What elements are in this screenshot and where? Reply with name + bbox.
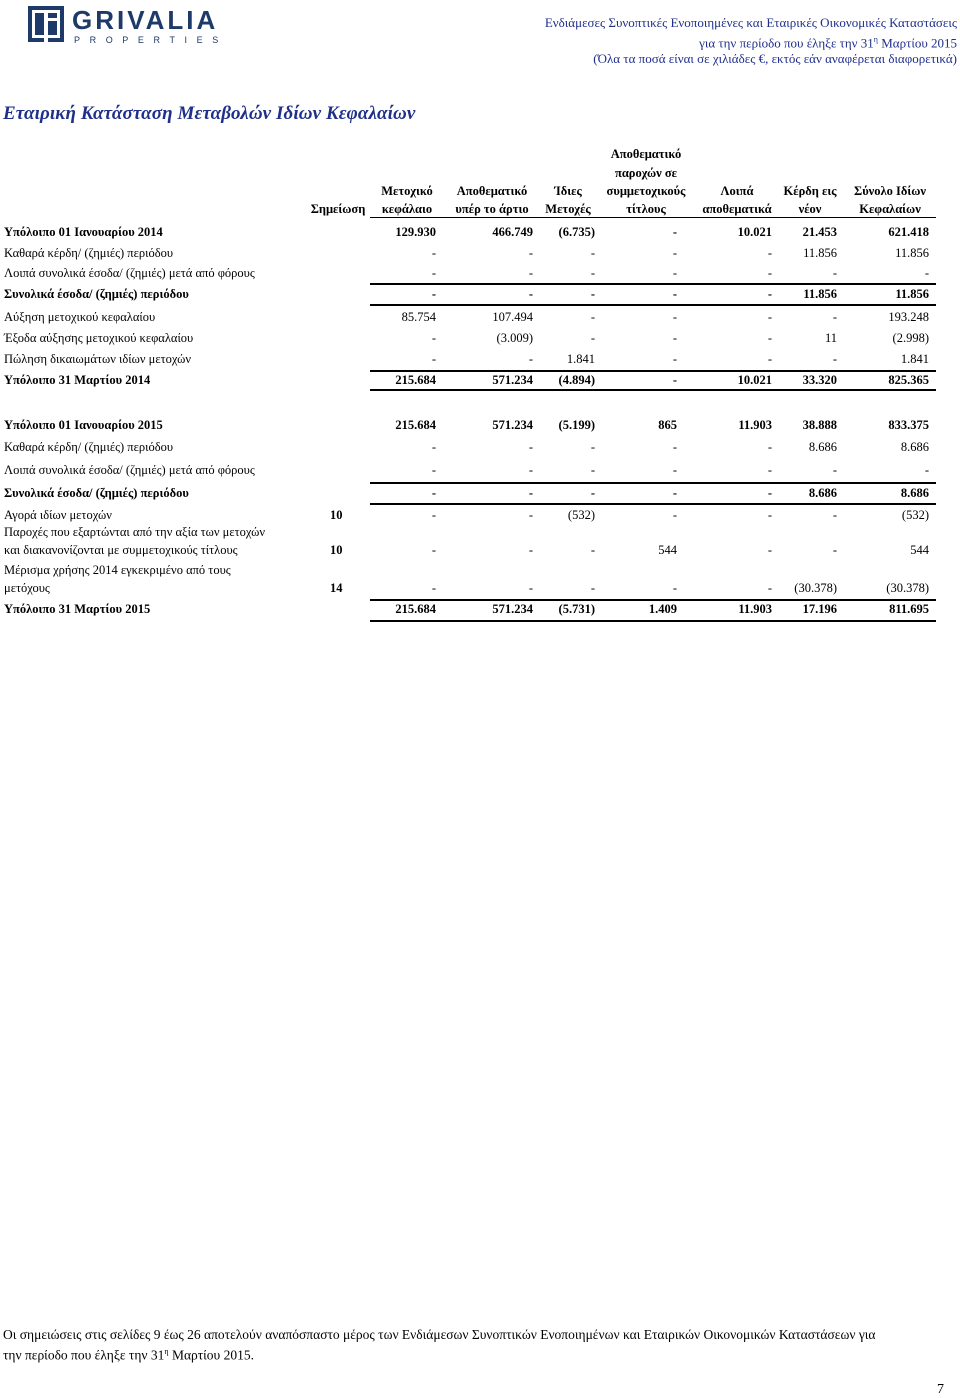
value-cell: - (767, 440, 772, 454)
value-cell: - (832, 463, 837, 477)
value-cell: - (590, 266, 595, 280)
value-cell: 215.684 (395, 418, 436, 432)
row-label: Υπόλοιπο 31 Μαρτίου 2015 (4, 602, 151, 616)
footer-note: Οι σημειώσεις στις σελίδες 9 έως 26 αποτελούν αναπόσπαστο μέρος των Ενδιάμεσων Συνοπτικών Ενοποιημένων και Εταιρικών Οικονομικών Καταστάσεων για την περίοδο που έληξε την $31^\eta$ Μαρτίου 2015. (3, 1327, 876, 1362)
value-cell: - (672, 463, 677, 477)
value-cell: - (832, 543, 837, 557)
value-cell: - (528, 581, 533, 595)
value-cell: - (528, 508, 533, 522)
value-cell: 571.234 (492, 373, 533, 387)
value-cell: 833.375 (888, 418, 929, 432)
value-cell: 33.320 (802, 373, 837, 387)
value-cell: - (590, 246, 595, 260)
column-header-line: Ίδιες (554, 184, 582, 198)
row-label: Καθαρά κέρδη/ (ζημιές) περιόδου (4, 246, 174, 260)
value-cell: (2.998) (892, 331, 929, 345)
value-cell: - (528, 486, 533, 500)
column-header-line: Μετοχικό (381, 184, 433, 198)
value-cell: 571.234 (492, 602, 533, 616)
value-cell: 129.930 (395, 225, 436, 239)
value-cell: 10.021 (737, 373, 772, 387)
value-cell: - (767, 310, 772, 324)
note-ref: 10 (330, 543, 343, 557)
column-header-line: παροχών σε (614, 166, 677, 180)
value-cell: 865 (658, 418, 677, 432)
row-label: Υπόλοιπο 31 Μαρτίου 2014 (4, 373, 151, 387)
value-cell: (30.378) (886, 581, 929, 595)
value-cell: - (528, 246, 533, 260)
value-cell: 825.365 (888, 373, 929, 387)
value-cell: 215.684 (395, 602, 436, 616)
value-cell: - (528, 352, 533, 366)
value-cell: - (767, 463, 772, 477)
row-rule (370, 599, 936, 601)
value-cell: - (431, 581, 436, 595)
header-line-3: (Όλα τα ποσά είναι σε χιλιάδες €, εκτός εάν αναφέρεται διαφορετικά) (593, 51, 957, 67)
value-cell: - (528, 266, 533, 280)
value-cell: - (528, 440, 533, 454)
value-cell: - (590, 331, 595, 345)
column-header-line: υπέρ το άρτιο (455, 202, 529, 216)
page-title: Εταιρική Κατάσταση Μεταβολών Ιδίων Κεφαλαίων (3, 103, 416, 124)
value-cell: 1.841 (900, 352, 929, 366)
value-cell: 17.196 (802, 602, 837, 616)
value-cell: - (924, 266, 929, 280)
value-cell: 466.749 (492, 225, 533, 239)
equity-changes-table (0, 0, 960, 640)
value-cell: - (767, 581, 772, 595)
footer-line-1: Οι σημειώσεις στις σελίδες 9 έως 26 αποτελούν αναπόσπαστο μέρος των Ενδιάμεσων Συνοπτικών Ενοποιημένων και Εταιρικών Οικονομικών Καταστάσεων για (3, 1327, 876, 1342)
note-ref: 14 (330, 581, 343, 595)
value-cell: - (431, 463, 436, 477)
row-rule (370, 389, 936, 391)
value-cell: (532) (901, 508, 929, 522)
value-cell: - (767, 331, 772, 345)
value-cell: 107.494 (492, 310, 533, 324)
row-label: Αγορά ιδίων μετοχών (4, 508, 112, 522)
value-cell: - (832, 266, 837, 280)
value-cell: (3.009) (496, 331, 533, 345)
value-cell: (532) (567, 508, 595, 522)
column-header-line: Κεφαλαίων (859, 202, 921, 216)
value-cell: (30.378) (794, 581, 837, 595)
value-cell: - (767, 486, 772, 500)
value-cell: 85.754 (401, 310, 436, 324)
value-cell: - (431, 440, 436, 454)
value-cell: 10.021 (737, 225, 772, 239)
column-header-line: αποθεματικά (702, 202, 772, 216)
value-cell: - (672, 581, 677, 595)
value-cell: - (590, 440, 595, 454)
column-header-line: νέον (798, 202, 822, 216)
value-cell: 11.856 (895, 287, 929, 301)
row-label: Υπόλοιπο 01 Ιανουαρίου 2015 (4, 418, 163, 432)
value-cell: 621.418 (888, 225, 929, 239)
column-header-line: Μετοχές (545, 202, 591, 216)
value-cell: - (528, 287, 533, 301)
value-cell: - (590, 287, 595, 301)
value-cell: - (431, 486, 436, 500)
value-cell: - (767, 508, 772, 522)
note-ref: 10 (330, 508, 343, 522)
value-cell: (5.731) (558, 602, 595, 616)
value-cell: - (590, 310, 595, 324)
row-rule (370, 370, 936, 372)
value-cell: - (672, 508, 677, 522)
value-cell: 21.453 (802, 225, 837, 239)
header-rule (370, 217, 936, 218)
row-label: Πώληση δικαιωμάτων ιδίων μετοχών (4, 352, 191, 366)
value-cell: - (528, 463, 533, 477)
header-line-1: Ενδιάμεσες Συνοπτικές Ενοποιημένες και Εταιρικές Οικονομικές Καταστάσεις (544, 15, 957, 30)
row-label: Μέρισμα χρήσης 2014 εγκεκριμένο από τους (4, 563, 231, 577)
value-cell: - (672, 486, 677, 500)
value-cell: - (672, 373, 677, 387)
value-cell: - (767, 352, 772, 366)
column-header-line: συμμετοχικούς (606, 184, 686, 198)
page-number: 7 (937, 1382, 944, 1397)
column-header-line: Λοιπά (720, 184, 754, 198)
value-cell: - (431, 266, 436, 280)
value-cell: - (431, 246, 436, 260)
value-cell: - (590, 486, 595, 500)
value-cell: - (528, 543, 533, 557)
column-header-line: Σημείωση (310, 202, 366, 216)
column-header-line: Αποθεματικό (456, 184, 528, 198)
row-label: Λοιπά συνολικά έσοδα/ (ζημιές) μετά από φόρους (4, 463, 255, 477)
value-cell: 193.248 (888, 310, 929, 324)
value-cell: 11.903 (738, 602, 772, 616)
value-cell: - (672, 331, 677, 345)
value-cell: 1.409 (648, 602, 677, 616)
value-cell: 11.856 (803, 246, 837, 260)
value-cell: - (672, 310, 677, 324)
value-cell: - (832, 352, 837, 366)
value-cell: - (590, 463, 595, 477)
row-label-continued: και διακανονίζονται με συμμετοχικούς τίτλους (4, 543, 238, 557)
row-rule (370, 482, 936, 484)
value-cell: 11.903 (738, 418, 772, 432)
value-cell: - (431, 543, 436, 557)
value-cell: (4.894) (558, 373, 595, 387)
row-label: Λοιπά συνολικά έσοδα/ (ζημιές) μετά από φόρους (4, 266, 255, 280)
row-rule (370, 503, 936, 505)
value-cell: 11 (824, 331, 837, 345)
value-cell: 8.686 (900, 440, 929, 454)
value-cell: - (832, 508, 837, 522)
value-cell: 11.856 (895, 246, 929, 260)
header-line-2: για την περίοδο που έληξε την $31^\eta$ Μαρτίου 2015 (699, 34, 957, 50)
row-label: Καθαρά κέρδη/ (ζημιές) περιόδου (4, 440, 174, 454)
column-header-line: Κέρδη εις (783, 184, 837, 198)
value-cell: - (431, 331, 436, 345)
value-cell: - (672, 440, 677, 454)
value-cell: 1.841 (566, 352, 595, 366)
value-cell: - (767, 543, 772, 557)
row-label: Υπόλοιπο 01 Ιανουαρίου 2014 (4, 225, 163, 239)
value-cell: - (590, 543, 595, 557)
row-label: Συνολικά έσοδα/ (ζημιές) περιόδου (4, 486, 189, 500)
logo-wordmark: GRIVALIA (72, 5, 219, 35)
row-rule (370, 304, 936, 306)
value-cell: - (431, 508, 436, 522)
value-cell: - (672, 225, 677, 239)
value-cell: - (672, 266, 677, 280)
value-cell: 8.686 (900, 486, 929, 500)
value-cell: 544 (658, 543, 677, 557)
column-header-line: κεφάλαιο (381, 202, 433, 216)
value-cell: (6.735) (558, 225, 595, 239)
value-cell: 11.856 (803, 287, 837, 301)
value-cell: 8.686 (808, 440, 837, 454)
value-cell: 215.684 (395, 373, 436, 387)
value-cell: - (431, 287, 436, 301)
column-header-line: Αποθεματικό (610, 147, 682, 161)
value-cell: 571.234 (492, 418, 533, 432)
row-label-continued: μετόχους (4, 581, 50, 595)
value-cell: - (672, 287, 677, 301)
value-cell: (5.199) (558, 418, 595, 432)
row-rule (370, 283, 936, 285)
logo-subtitle: PROPERTIES (74, 35, 228, 45)
column-header-line: τίτλους (626, 202, 666, 216)
value-cell: 8.686 (808, 486, 837, 500)
row-label: Παροχές που εξαρτώνται από την αξία των μετοχών (4, 525, 266, 539)
value-cell: - (832, 310, 837, 324)
value-cell: - (431, 352, 436, 366)
value-cell: - (590, 581, 595, 595)
row-label: Έξοδα αύξησης μετοχικού κεφαλαίου (4, 331, 194, 345)
value-cell: - (767, 266, 772, 280)
row-rule (370, 620, 936, 622)
value-cell: - (672, 352, 677, 366)
value-cell: 544 (910, 543, 929, 557)
row-label: Συνολικά έσοδα/ (ζημιές) περιόδου (4, 287, 189, 301)
row-label: Αύξηση μετοχικού κεφαλαίου (4, 310, 156, 324)
value-cell: - (767, 287, 772, 301)
value-cell: 38.888 (802, 418, 837, 432)
value-cell: - (672, 246, 677, 260)
value-cell: - (767, 246, 772, 260)
value-cell: - (924, 463, 929, 477)
value-cell: 811.695 (889, 602, 929, 616)
column-header-line: Σύνολο Ιδίων (854, 184, 926, 198)
